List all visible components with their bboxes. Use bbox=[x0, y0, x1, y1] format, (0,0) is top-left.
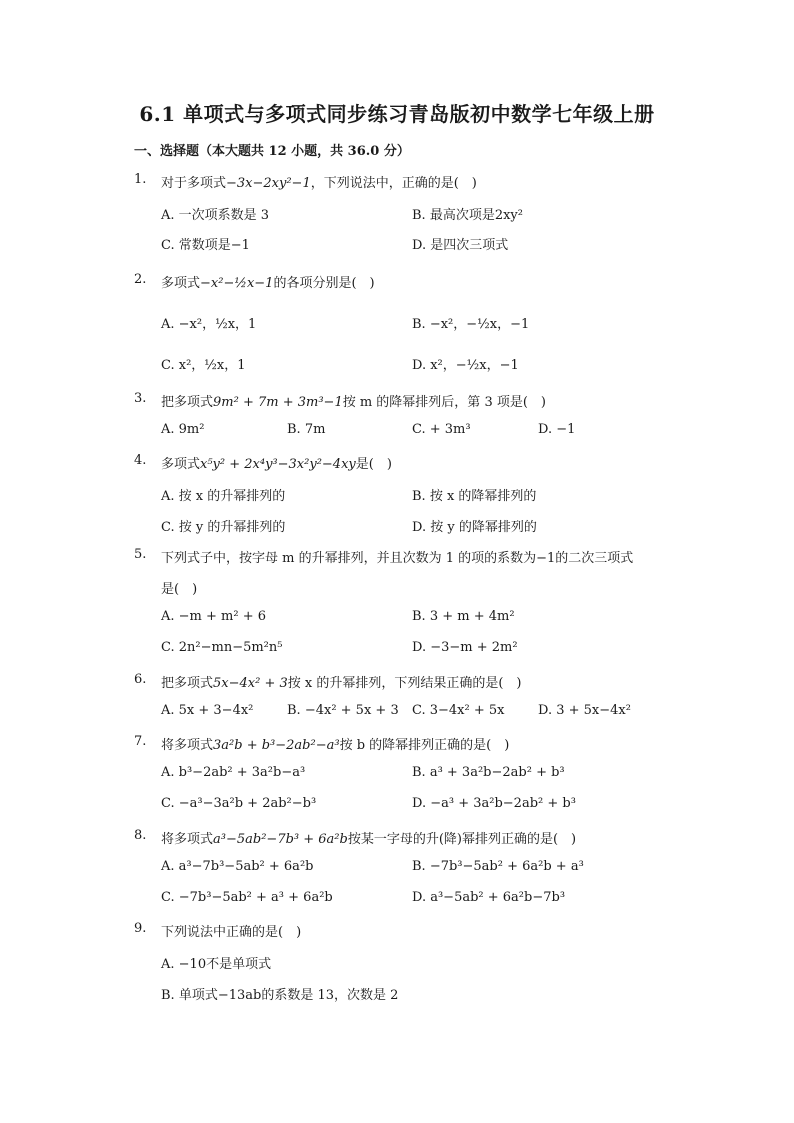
option-d[interactable]: D. 是四次三项式 bbox=[412, 238, 509, 253]
option-c[interactable]: C. x²，½x，1 bbox=[161, 358, 246, 373]
question-stem: 将多项式3a²b + b³−2ab²−a³按 b 的降幂排列正确的是( ) bbox=[161, 738, 510, 753]
option-b[interactable]: B. 7m bbox=[287, 422, 326, 437]
option-d[interactable]: D. −3−m + 2m² bbox=[412, 640, 518, 655]
question-number: 3. bbox=[134, 391, 147, 406]
option-c[interactable]: C. 常数项是−1 bbox=[161, 238, 250, 253]
page-title: 6.1 单项式与多项式同步练习青岛版初中数学七年级上册 bbox=[139, 102, 655, 126]
option-d[interactable]: D. 3 + 5x−4x² bbox=[538, 703, 631, 718]
option-b[interactable]: B. −x²，−½x，−1 bbox=[412, 317, 530, 332]
option-b[interactable]: B. −4x² + 5x + 3 bbox=[287, 703, 399, 718]
option-b[interactable]: B. a³ + 3a²b−2ab² + b³ bbox=[412, 765, 565, 780]
question-number: 1. bbox=[134, 172, 147, 187]
question-number: 6. bbox=[134, 672, 147, 687]
question-stem: 下列说法中正确的是( ) bbox=[161, 925, 302, 940]
option-a[interactable]: A. 按 x 的升幂排列的 bbox=[161, 489, 286, 504]
option-d[interactable]: D. −1 bbox=[538, 422, 576, 437]
question-number: 9. bbox=[134, 921, 147, 936]
option-d[interactable]: D. 按 y 的降幂排列的 bbox=[412, 520, 537, 535]
question-stem: 对于多项式−3x−2xy²−1，下列说法中，正确的是( ) bbox=[161, 176, 477, 191]
question-number: 7. bbox=[134, 734, 147, 749]
math-expression: 9m² + 7m + 3m³−1 bbox=[213, 395, 343, 410]
question-number: 8. bbox=[134, 828, 147, 843]
question-number: 5. bbox=[134, 547, 147, 562]
option-b[interactable]: B. 3 + m + 4m² bbox=[412, 609, 515, 624]
math-expression: a³−5ab²−7b³ + 6a²b bbox=[213, 832, 348, 847]
math-expression: −x²−½x−1 bbox=[200, 276, 274, 291]
option-a[interactable]: A. 9m² bbox=[161, 422, 205, 437]
option-c[interactable]: C. −7b³−5ab² + a³ + 6a²b bbox=[161, 890, 333, 905]
option-a[interactable]: A. a³−7b³−5ab² + 6a²b bbox=[161, 859, 314, 874]
option-a[interactable]: A. 一次项系数是 3 bbox=[161, 208, 270, 223]
question-stem-continuation: 是( ) bbox=[161, 582, 198, 597]
option-d[interactable]: D. x²，−½x，−1 bbox=[412, 358, 519, 373]
option-a[interactable]: A. 5x + 3−4x² bbox=[161, 703, 254, 718]
option-c[interactable]: C. 3−4x² + 5x bbox=[412, 703, 505, 718]
option-b[interactable]: B. 最高次项是2xy² bbox=[412, 208, 523, 223]
question-stem: 下列式子中，按字母 m 的升幂排列，并且次数为 1 的项的系数为−1的二次三项式 bbox=[161, 551, 634, 566]
option-a[interactable]: A. b³−2ab² + 3a²b−a³ bbox=[161, 765, 306, 780]
option-b[interactable]: B. 单项式−13ab的系数是 13，次数是 2 bbox=[161, 988, 399, 1003]
option-d[interactable]: D. −a³ + 3a²b−2ab² + b³ bbox=[412, 796, 576, 811]
option-a[interactable]: A. −x²，½x，1 bbox=[161, 317, 257, 332]
option-a[interactable]: A. −m + m² + 6 bbox=[161, 609, 266, 624]
math-expression: −3x−2xy²−1 bbox=[226, 176, 311, 191]
section-heading: 一、选择题（本大题共 12 小题，共 36.0 分） bbox=[134, 144, 410, 159]
question-number: 4. bbox=[134, 453, 147, 468]
option-b[interactable]: B. −7b³−5ab² + 6a²b + a³ bbox=[412, 859, 584, 874]
option-c[interactable]: C. 按 y 的升幂排列的 bbox=[161, 520, 286, 535]
math-expression: 3a²b + b³−2ab²−a³ bbox=[213, 738, 340, 753]
question-stem: 把多项式9m² + 7m + 3m³−1按 m 的降幂排列后，第 3 项是( ) bbox=[161, 395, 546, 410]
question-stem: 将多项式a³−5ab²−7b³ + 6a²b按某一字母的升(降)幂排列正确的是( ) bbox=[161, 832, 577, 847]
option-c[interactable]: C. + 3m³ bbox=[412, 422, 471, 437]
question-stem: 多项式−x²−½x−1的各项分别是( ) bbox=[161, 276, 375, 291]
math-expression: x⁵y² + 2x⁴y³−3x²y²−4xy bbox=[200, 457, 356, 472]
option-c[interactable]: C. −a³−3a²b + 2ab²−b³ bbox=[161, 796, 317, 811]
question-stem: 多项式x⁵y² + 2x⁴y³−3x²y²−4xy是( ) bbox=[161, 457, 392, 472]
question-stem: 把多项式5x−4x² + 3按 x 的升幂排列，下列结果正确的是( ) bbox=[161, 676, 522, 691]
option-a[interactable]: A. −10不是单项式 bbox=[161, 957, 272, 972]
math-expression: 5x−4x² + 3 bbox=[213, 676, 288, 691]
question-number: 2. bbox=[134, 272, 147, 287]
option-d[interactable]: D. a³−5ab² + 6a²b−7b³ bbox=[412, 890, 566, 905]
option-c[interactable]: C. 2n²−mn−5m²n⁵ bbox=[161, 640, 283, 655]
option-b[interactable]: B. 按 x 的降幂排列的 bbox=[412, 489, 537, 504]
